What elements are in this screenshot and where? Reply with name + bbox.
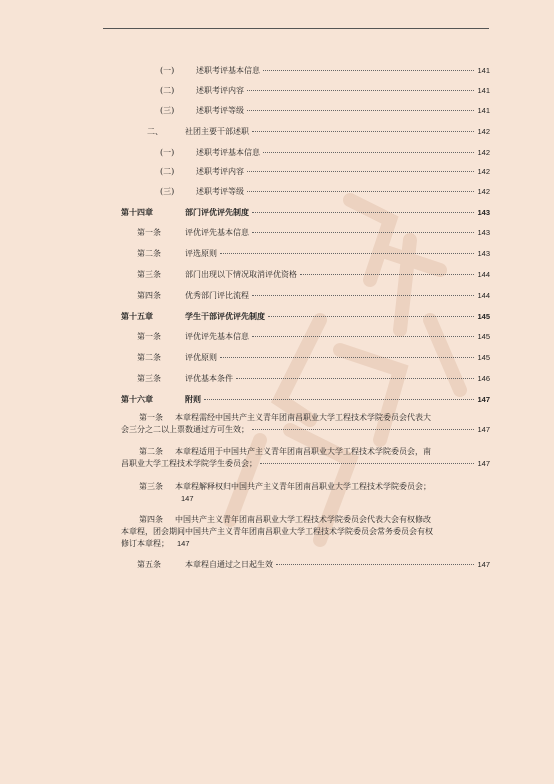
entry-title: 社团主要干部述职 xyxy=(185,127,249,136)
page-number: 141 xyxy=(477,106,490,115)
dot-leader xyxy=(260,463,474,464)
dot-leader xyxy=(263,152,474,153)
toc-entry[interactable] xyxy=(160,86,490,96)
toc-entry[interactable] xyxy=(160,148,490,158)
entry-number: (三) xyxy=(160,187,175,196)
article-number: 第五条 xyxy=(137,560,161,569)
dot-leader xyxy=(252,295,474,296)
page-number: 144 xyxy=(477,291,490,300)
entry-title: 优秀部门评比流程 xyxy=(185,291,249,300)
entry-title: 述职考评等级 xyxy=(196,106,244,115)
dot-leader xyxy=(220,357,474,358)
entry-title: 评优评先基本信息 xyxy=(185,228,249,237)
article-text-line3: 修订本章程； xyxy=(121,539,169,548)
entry-number: 第一条 xyxy=(137,228,161,237)
page-number: 142 xyxy=(477,187,490,196)
page-number: 145 xyxy=(477,332,490,341)
page-number: 147 xyxy=(477,425,490,434)
toc-entry[interactable] xyxy=(137,353,490,363)
toc-entry[interactable] xyxy=(160,187,490,197)
article-number: 第二条 xyxy=(139,447,163,456)
toc-entry[interactable] xyxy=(137,332,490,342)
page-number: 141 xyxy=(477,66,490,75)
entry-number: 第三条 xyxy=(137,270,161,279)
toc-entry[interactable] xyxy=(147,127,490,137)
article-number: 第一条 xyxy=(139,413,163,422)
entry-title: 评选原则 xyxy=(185,249,217,258)
entry-number: (三) xyxy=(160,106,175,115)
entry-title: 述职考评基本信息 xyxy=(196,66,260,75)
toc-chapter[interactable] xyxy=(121,311,490,322)
toc-entry[interactable] xyxy=(137,249,490,259)
entry-title: 评优原则 xyxy=(185,353,217,362)
page-number: 143 xyxy=(477,208,490,217)
toc-entry[interactable] xyxy=(137,270,490,280)
entry-number: 第二条 xyxy=(137,249,161,258)
toc-entry[interactable] xyxy=(137,228,490,238)
article-number: 第四条 xyxy=(139,515,163,524)
toc-article[interactable] xyxy=(121,514,490,550)
page-number: 143 xyxy=(477,249,490,258)
page-number: 146 xyxy=(477,374,490,383)
article-text-line1: 本章程解释权归中国共产主义青年团南昌职业大学工程技术学院委员会； xyxy=(175,482,431,491)
article-text-line1: 本章程自通过之日起生效 xyxy=(185,560,273,569)
dot-leader xyxy=(204,399,474,400)
dot-leader xyxy=(300,274,474,275)
dot-leader xyxy=(247,191,474,192)
entry-number: (一) xyxy=(160,148,175,157)
dot-leader xyxy=(263,70,474,71)
entry-number: 第三条 xyxy=(137,374,161,383)
dot-leader xyxy=(236,378,474,379)
toc-entry[interactable] xyxy=(160,106,490,116)
entry-title: 述职考评等级 xyxy=(196,187,244,196)
header-rule xyxy=(103,28,489,29)
entry-number: (一) xyxy=(160,66,175,75)
page-number: 147 xyxy=(477,395,490,404)
article-text-line1: 本章程需经中国共产主义青年团南昌职业大学工程技术学院委员会代表大 xyxy=(175,413,431,422)
dot-leader xyxy=(252,232,474,233)
page-number: 147 xyxy=(181,494,194,503)
entry-title: 评优基本条件 xyxy=(185,374,233,383)
page-number: 141 xyxy=(477,86,490,95)
article-text-line2: 昌职业大学工程技术学院学生委员会； xyxy=(121,459,257,468)
entry-title: 述职考评基本信息 xyxy=(196,148,260,157)
toc-entry[interactable] xyxy=(160,167,490,177)
chapter-number: 第十五章 xyxy=(121,311,153,321)
page-number: 144 xyxy=(477,270,490,279)
page-number: 145 xyxy=(477,312,490,321)
page-number: 142 xyxy=(477,127,490,136)
entry-title: 部门出现以下情况取消评优资格 xyxy=(185,270,297,279)
entry-number: 第四条 xyxy=(137,291,161,300)
dot-leader xyxy=(252,212,474,213)
page-number: 142 xyxy=(477,148,490,157)
page-number: 147 xyxy=(477,459,490,468)
entry-number: 第一条 xyxy=(137,332,161,341)
toc-article[interactable] xyxy=(121,446,490,470)
toc-chapter[interactable] xyxy=(121,207,490,218)
toc-entry[interactable] xyxy=(137,374,490,384)
dot-leader xyxy=(268,316,474,317)
chapter-title: 附则 xyxy=(185,394,201,404)
entry-number: (二) xyxy=(160,86,175,95)
entry-title: 述职考评内容 xyxy=(196,167,244,176)
dot-leader xyxy=(247,110,474,111)
chapter-number: 第十六章 xyxy=(121,394,153,404)
entry-number: 第二条 xyxy=(137,353,161,362)
article-text-line1: 本章程适用于中国共产主义青年团南昌职业大学工程技术学院委员会，南 xyxy=(175,447,431,456)
toc-entry[interactable] xyxy=(160,66,490,76)
article-text-line1: 中国共产主义青年团南昌职业大学工程技术学院委员会代表大会有权修改 xyxy=(175,515,431,524)
entry-title: 述职考评内容 xyxy=(196,86,244,95)
article-number: 第三条 xyxy=(139,482,163,491)
entry-number: (二) xyxy=(160,167,175,176)
dot-leader xyxy=(252,131,474,132)
toc-article[interactable] xyxy=(121,481,490,505)
dot-leader xyxy=(252,429,474,430)
dot-leader xyxy=(276,564,474,565)
chapter-title: 学生干部评优评先制度 xyxy=(185,311,265,321)
page-number: 142 xyxy=(477,167,490,176)
chapter-number: 第十四章 xyxy=(121,207,153,217)
page-number: 147 xyxy=(177,539,190,548)
chapter-title: 部门评优评先制度 xyxy=(185,207,249,217)
dot-leader xyxy=(252,336,474,337)
page-number: 147 xyxy=(477,560,490,569)
article-text-line2: 本章程，团会期间中国共产主义青年团南昌职业大学工程技术学院委员会常务委员会有权 xyxy=(121,527,433,536)
article-text-line2: 会三分之二以上票数通过方可生效； xyxy=(121,425,249,434)
dot-leader xyxy=(247,171,474,172)
entry-number: 二、 xyxy=(147,127,163,136)
toc-chapter[interactable] xyxy=(121,394,490,405)
entry-title: 评优评先基本信息 xyxy=(185,332,249,341)
toc-entry[interactable] xyxy=(137,291,490,301)
dot-leader xyxy=(220,253,474,254)
dot-leader xyxy=(247,90,474,91)
page-number: 143 xyxy=(477,228,490,237)
page-number: 145 xyxy=(477,353,490,362)
toc-article[interactable] xyxy=(121,412,490,436)
toc-article[interactable] xyxy=(137,560,490,570)
